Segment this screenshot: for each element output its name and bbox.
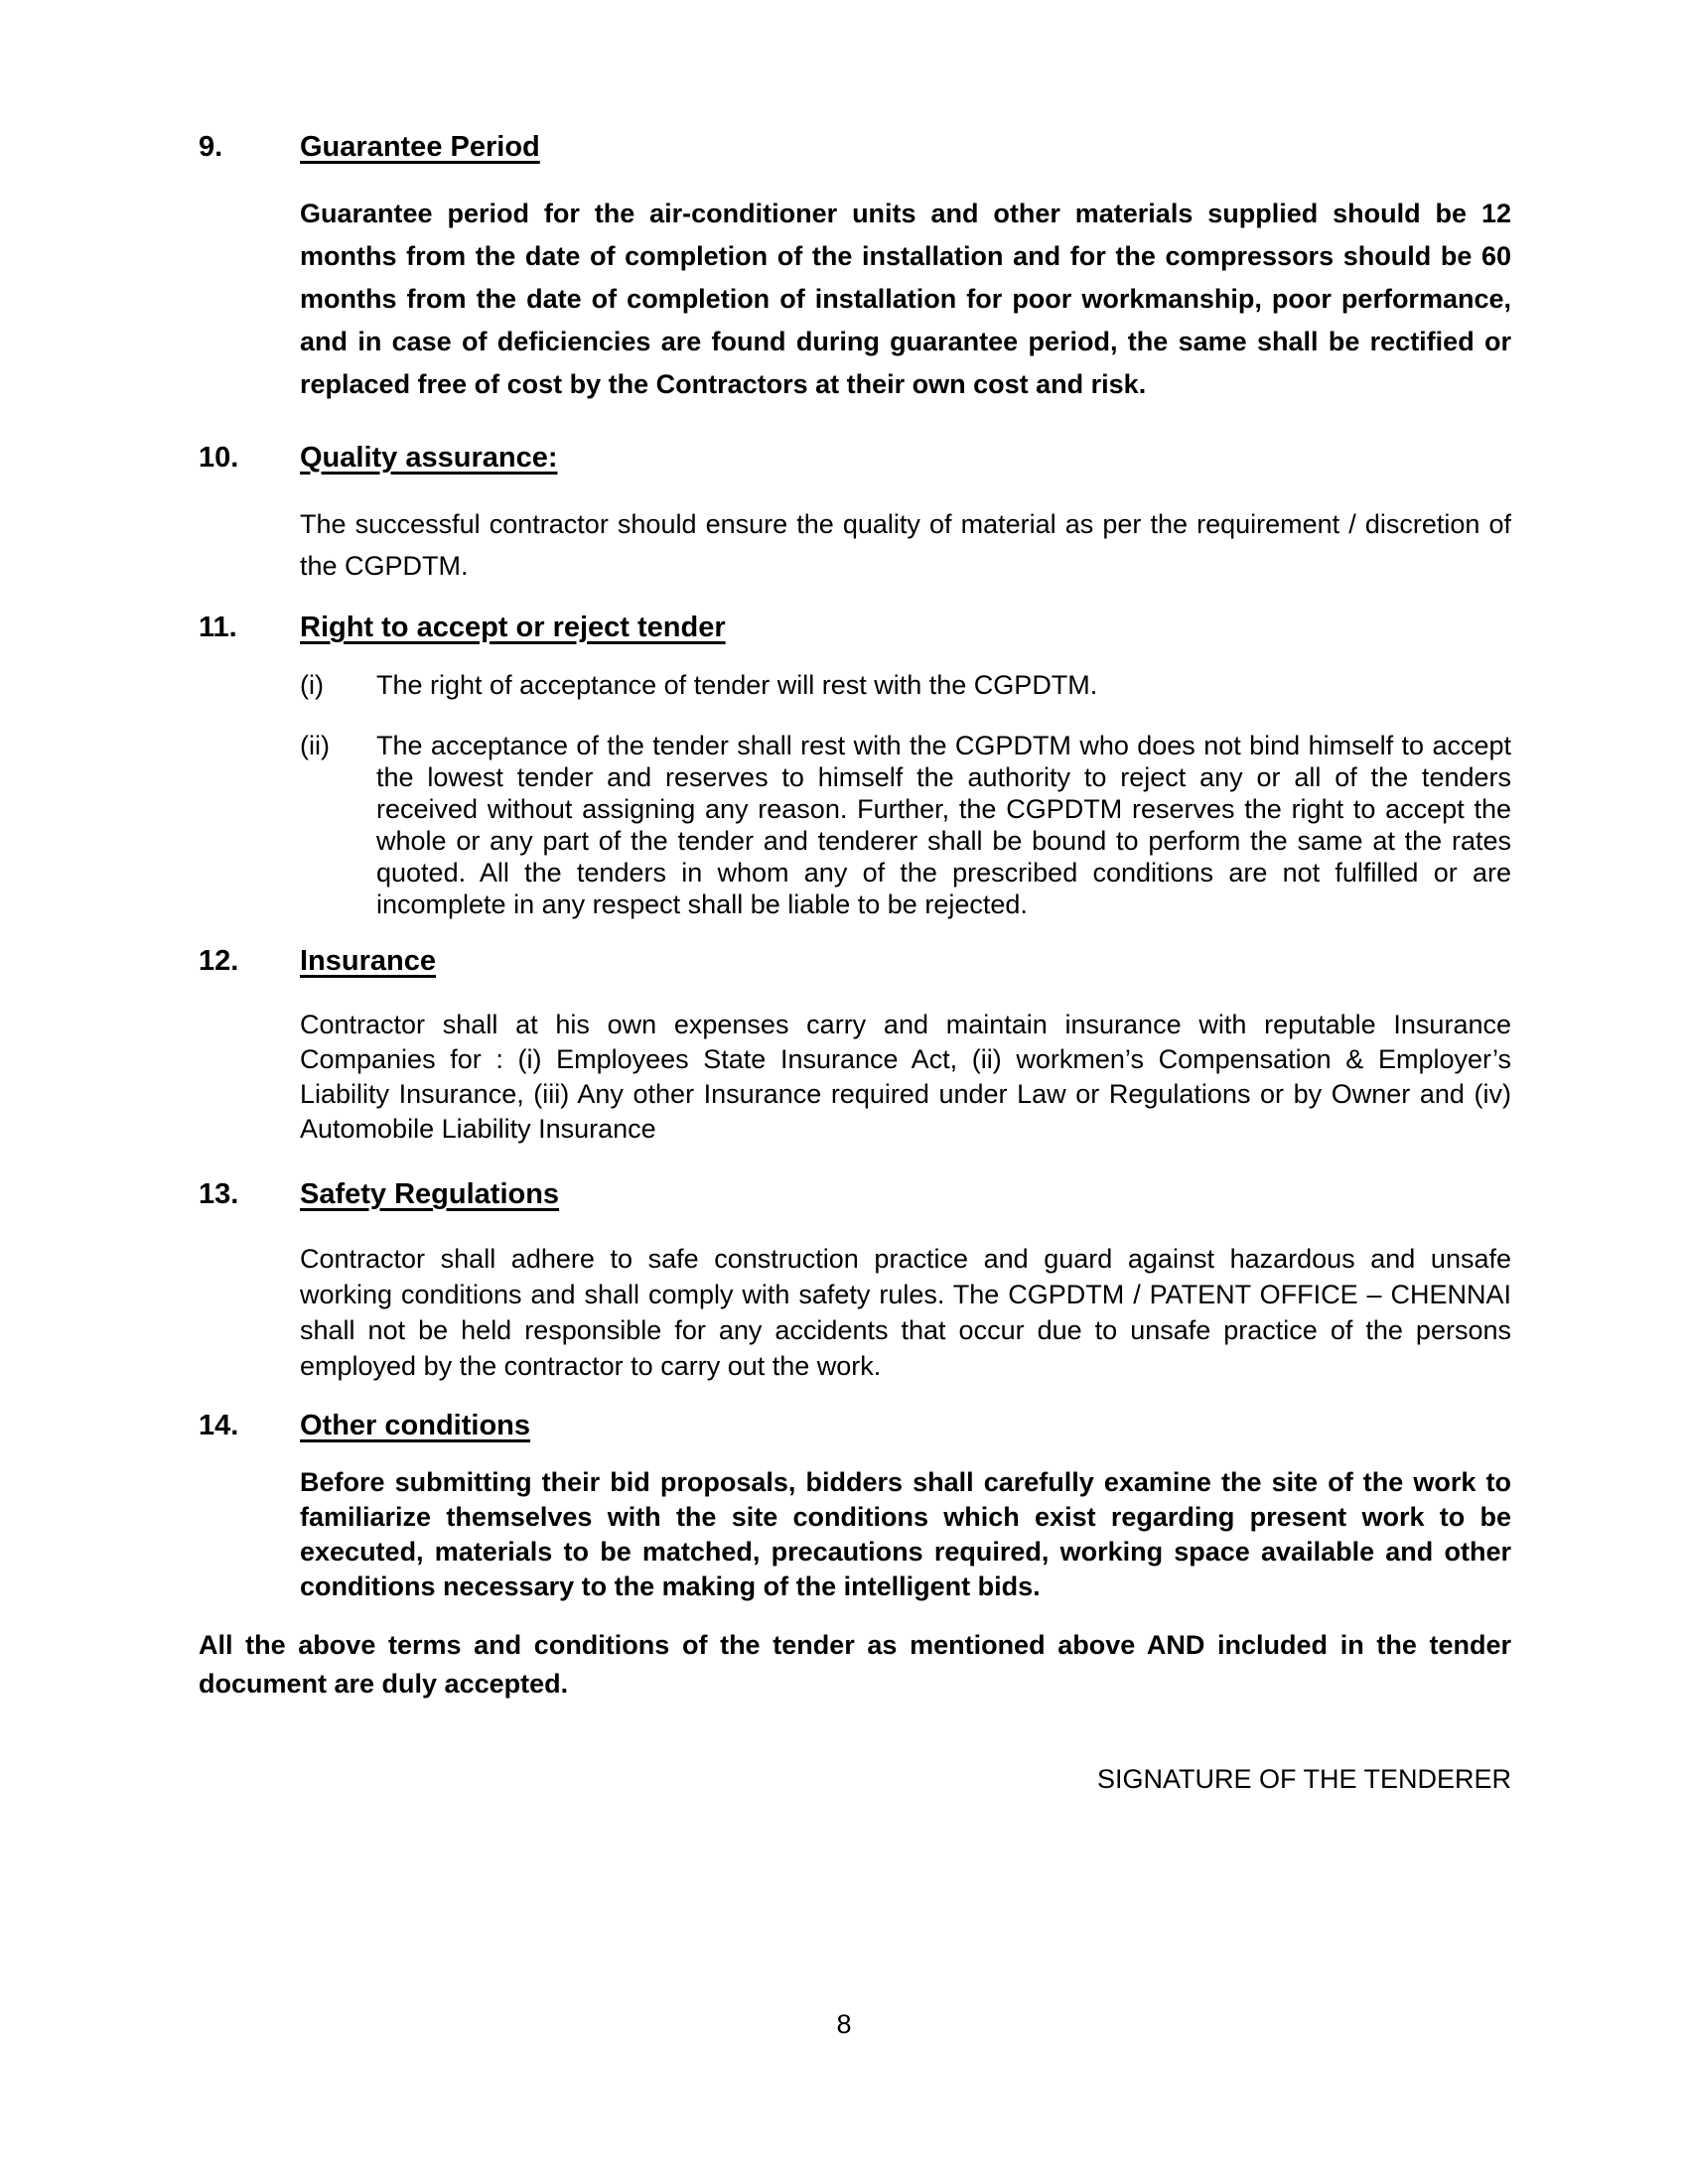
- section-number: 9.: [199, 131, 223, 163]
- section-title: Right to accept or reject tender: [300, 612, 726, 643]
- section-insurance: [199, 941, 1511, 1147]
- list-item-text: The acceptance of the tender shall rest with the CGPDTM who does not bind himself to accept the lowest tender and reserves to himself the authority to reject any or all of the tenders received without assigning any reason. Further, the CGPDTM reserves the right to accept the whole or any part of the tender and tenderer shall be bound to perform the same at the rates quoted. All the tenders in whom any of the prescribed conditions are not fulfilled or are incomplete in any respect shall be liable to be rejected.: [376, 731, 1511, 919]
- section-number: 12.: [199, 945, 239, 977]
- section-quality-assurance: [199, 438, 1511, 587]
- section-safety-regulations: [199, 1174, 1511, 1384]
- section-title: Insurance: [300, 945, 436, 977]
- section-title: Other conditions: [300, 1410, 530, 1441]
- section-body: Contractor shall adhere to safe construction practice and guard against hazardous and unsafe working conditions and shall comply with safety rules. The CGPDTM / PATENT OFFICE – CHENNAI shall not be held responsible for any accidents that occur due to unsafe practice of the persons employed by the contractor to carry out the work.: [300, 1244, 1511, 1381]
- section-body: The successful contractor should ensure the quality of material as per the requirement / discretion of the CGPDTM.: [300, 509, 1511, 581]
- section-heading: [199, 127, 1511, 167]
- section-body: Before submitting their bid proposals, bidders shall carefully examine the site of the work to familiarize themselves with the site conditions which exist regarding present work to be executed, materials to be matched, precautions required, working space available and other conditions necessary to the making of the intelligent bids.: [300, 1467, 1511, 1601]
- signature-line: SIGNATURE OF THE TENDERER: [1096, 1764, 1511, 1794]
- list-item-marker: (ii): [300, 731, 330, 760]
- section-number: 14.: [199, 1410, 239, 1441]
- section-title: Guarantee Period: [300, 131, 540, 163]
- section-number: 10.: [199, 442, 239, 474]
- section-number: 13.: [199, 1178, 239, 1210]
- page-number: 8: [836, 2009, 852, 2039]
- section-title: Safety Regulations: [300, 1178, 560, 1210]
- section-other-conditions: [199, 1406, 1511, 1604]
- section-guarantee-period: [199, 127, 1511, 406]
- section-right-to-accept-or-reject: [199, 608, 1511, 920]
- section-heading: [199, 608, 1511, 647]
- section-body: Guarantee period for the air-conditioner units and other materials supplied should be 12 months from the date of completion of the installation and for the compressors should be 60 months from the date of completion of installation for poor workmanship, poor performance, and in case of deficiencies are found during guarantee period, the same shall be rectified or replaced free of cost by the Contractors at their own cost and risk.: [300, 199, 1511, 399]
- list-item: [300, 669, 1511, 701]
- section-heading: [199, 941, 1511, 981]
- section-heading: [199, 1406, 1511, 1445]
- list-item-text: The right of acceptance of tender will rest with the CGPDTM.: [376, 670, 1098, 700]
- closing-paragraph: All the above terms and conditions of the tender as mentioned above AND included in the tender document are duly accepted.: [199, 1630, 1511, 1699]
- section-heading: [199, 1174, 1511, 1214]
- list-item-marker: (i): [300, 670, 324, 700]
- section-body: Contractor shall at his own expenses carry and maintain insurance with reputable Insurance Companies for : (i) Employees State Insurance Act, (ii) workmen’s Compensation & Employer’s Liability Insurance, (iii) Any other Insurance required under Law or Regulations or by Owner and (iv) Automobile Liability Insurance: [300, 1010, 1511, 1144]
- section-title: Quality assurance:: [300, 442, 558, 474]
- section-heading: [199, 438, 1511, 478]
- list-item: [300, 730, 1511, 920]
- section-number: 11.: [199, 612, 237, 643]
